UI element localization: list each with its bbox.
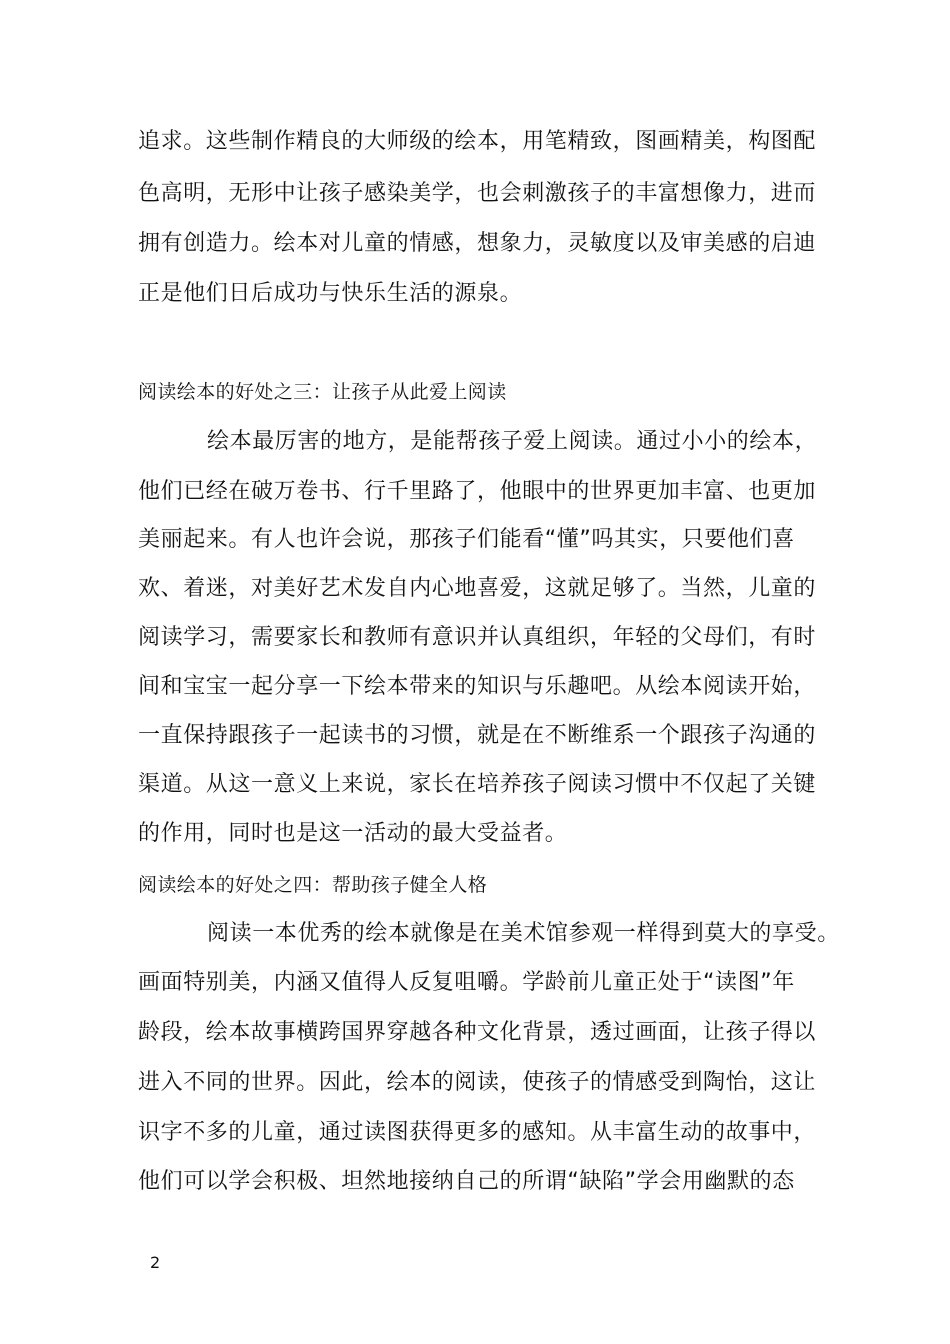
body-text-line: 龄段，绘本故事横跨国界穿越各种文化背景，透过画面，让孩子得以: [138, 1020, 817, 1045]
body-text-line: 色高明，无形中让孩子感染美学，也会刺激孩子的丰富想像力，进而: [138, 181, 817, 206]
body-text-line: 识字不多的儿童，通过读图获得更多的感知。从丰富生动的故事中，: [138, 1120, 817, 1145]
section-heading: 阅读绘本的好处之四：帮助孩子健全人格: [138, 874, 488, 896]
body-text-line: 美丽起来。有人也许会说，那孩子们能看“懂”吗其实，只要他们喜: [138, 527, 795, 552]
body-text-line: 拥有创造力。绘本对儿童的情感，想象力，灵敏度以及审美感的启迪: [138, 231, 817, 256]
body-text-line: 正是他们日后成功与快乐生活的源泉。: [138, 281, 523, 306]
body-text-line: 欢、着迷，对美好艺术发自内心地喜爱，这就足够了。当然，儿童的: [138, 576, 817, 601]
body-text-line: 追求。这些制作精良的大师级的绘本，用笔精致，图画精美，构图配: [138, 129, 817, 154]
section-heading: 阅读绘本的好处之三：让孩子从此爱上阅读: [138, 381, 507, 403]
body-text-line: 一直保持跟孩子一起读书的习惯，就是在不断维系一个跟孩子沟通的: [138, 723, 817, 748]
body-text-line: 阅读学习，需要家长和教师有意识并认真组织，年轻的父母们，有时: [138, 625, 817, 650]
page-number: 2: [150, 1253, 161, 1272]
body-text-line: 渠道。从这一意义上来说，家长在培养孩子阅读习惯中不仅起了关键: [138, 772, 817, 797]
body-text-line: 他们可以学会积极、坦然地接纳自己的所谓“缺陷”学会用幽默的态: [138, 1169, 795, 1194]
body-text-line: 的作用，同时也是这一活动的最大受益者。: [138, 821, 568, 846]
body-text-line: 画面特别美，内涵又值得人反复咀嚼。学龄前儿童正处于“读图”年: [138, 970, 795, 995]
body-text-line: 间和宝宝一起分享一下绘本带来的知识与乐趣吧。从绘本阅读开始，: [138, 674, 817, 699]
body-text-line: 他们已经在破万卷书、行千里路了，他眼中的世界更加丰富、也更加: [138, 479, 817, 504]
body-text-line: 阅读一本优秀的绘本就像是在美术馆参观一样得到莫大的享受。: [207, 921, 840, 946]
body-text-line: 绘本最厉害的地方，是能帮孩子爱上阅读。通过小小的绘本，: [207, 429, 818, 454]
body-text-line: 进入不同的世界。因此，绘本的阅读，使孩子的情感受到陶怡，这让: [138, 1070, 817, 1095]
